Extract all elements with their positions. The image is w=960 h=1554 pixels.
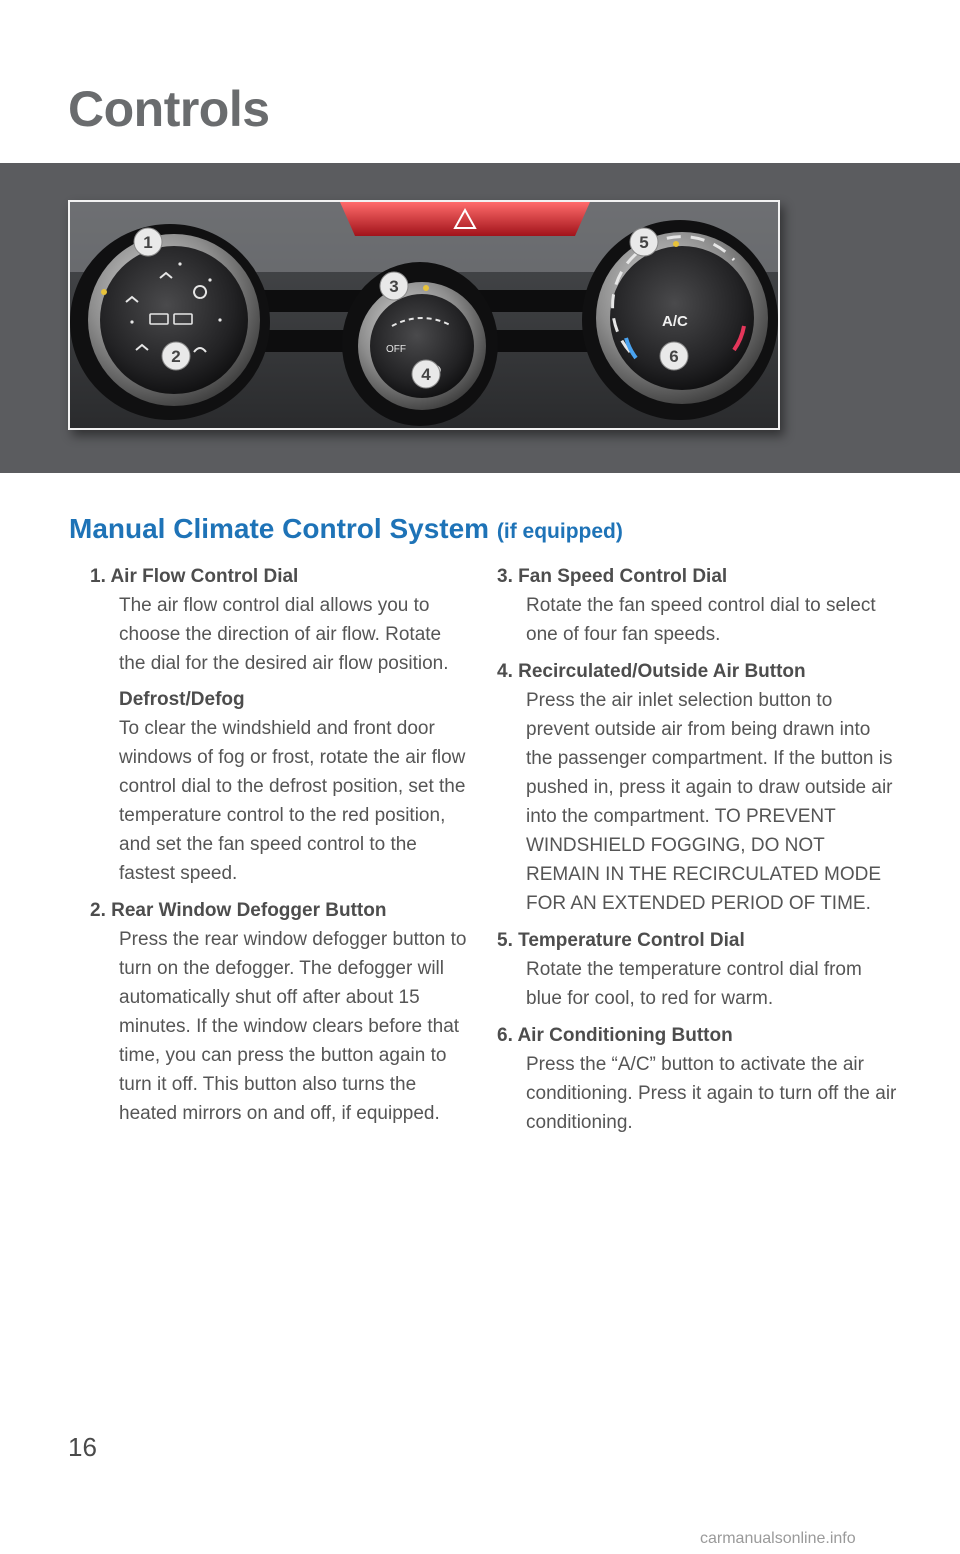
section-heading-qualifier: (if equipped) [496,520,623,543]
svg-text:4: 4 [421,365,431,384]
callout-3 [380,272,408,300]
item-air-conditioning-button [497,1021,897,1137]
item-air-flow-control-dial [90,562,470,888]
svg-text:1: 1 [143,233,153,252]
right-column [497,562,897,1145]
item-body: Rotate the fan speed control dial to select one of four fan speeds. [526,595,876,645]
page-title: Controls [68,81,270,137]
callout-1 [134,228,162,256]
item-subbody: To clear the windshield and front door windows of fog or frost, rotate the air flow control dial to the defrost position, set the temperature control to the red position, and set the fan speed control to the fastest speed. [119,718,466,884]
watermark[interactable]: carmanualsonline.info [700,1530,856,1547]
item-rear-window-defogger-button [90,896,470,1128]
item-heading: 1. Air Flow Control Dial [90,566,299,587]
item-heading: 6. Air Conditioning Button [497,1025,733,1046]
hazard-strip [340,202,590,236]
item-heading: 2. Rear Window Defogger Button [90,900,387,921]
section-heading-text: Manual Climate Control System [69,513,490,544]
svg-text:5: 5 [639,233,649,252]
fan-off-label: OFF [386,344,406,355]
svg-text:6: 6 [669,347,679,366]
callout-4 [412,360,440,388]
item-body: The air flow control dial allows you to choose the direction of air flow. Rotate the dial for the desired air flow position. [119,595,449,674]
item-subheading: Defrost/Defog [119,689,245,710]
item-heading: 5. Temperature Control Dial [497,930,745,951]
item-heading: 3. Fan Speed Control Dial [497,566,728,587]
item-temperature-control-dial [497,926,897,1013]
callout-6 [660,342,688,370]
page-number: 16 [68,1432,97,1462]
callout-2 [162,342,190,370]
indicator-light [101,289,107,295]
left-column [90,562,470,1136]
item-fan-speed-control-dial [497,562,897,649]
climate-panel-illustration [70,202,778,428]
svg-text:3: 3 [389,277,399,296]
item-recirculated-outside-air-button [497,657,897,918]
section-heading [69,513,623,545]
item-heading: 4. Recirculated/Outside Air Button [497,661,806,682]
item-body: Press the air inlet selection button to prevent outside air from being drawn into the passenger compartment. If the button is pushed in, press it again to draw outside air into the compartment. TO PREVENT WINDSHIELD FOGGING, DO NOT REMAIN IN THE RECIRCULATED MODE FOR AN EXTENDED PERIOD OF TIME. [526,690,893,914]
item-body: Press the rear window defogger button to turn on the defogger. The defogger will automatically shut off after about 15 minutes. If the window clears before that time, you can press the button again to turn it off. This button also turns the heated mirrors on and off, if equipped. [119,929,467,1124]
item-body: Rotate the temperature control dial from blue for cool, to red for warm. [526,959,862,1009]
climate-control-photo [68,200,780,430]
svg-text:2: 2 [171,347,181,366]
callout-5 [630,228,658,256]
ac-button-label[interactable]: A/C [662,313,688,330]
item-body: Press the “A/C” button to activate the air conditioning. Press it again to turn off the air conditioning. [526,1054,897,1133]
